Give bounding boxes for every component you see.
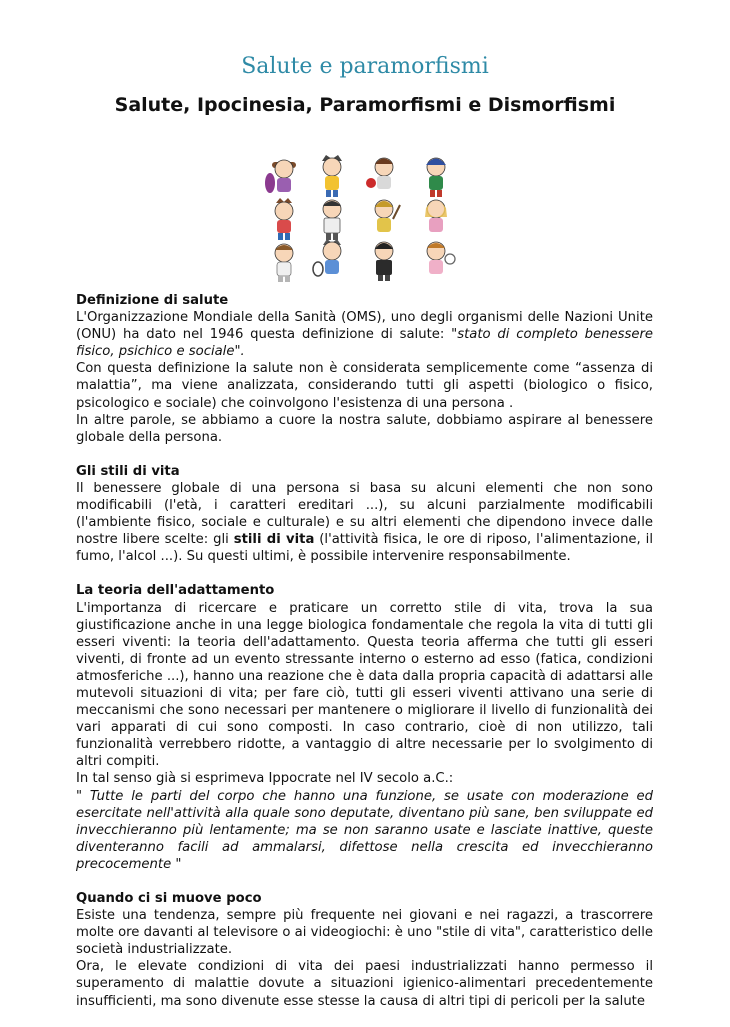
child-figure-12 (427, 242, 455, 274)
quote-text: "stato di completo benessere fisico, psichico e sociale". (76, 327, 653, 360)
child-figure-4 (426, 158, 446, 197)
document-body (76, 292, 653, 1027)
section-heading: La teoria dell'adattamento (76, 583, 275, 599)
section-definizione-salute (76, 292, 653, 446)
paragraph: In altre parole, se abbiamo a cuore la nostra salute, dobbiamo aspirare al benessere globale della persona. (76, 412, 653, 445)
paragraph-text: Il benessere globale di una persona si basa su alcuni elementi che non sono modificabili (l'età, i caratteri ereditari ...), su alcuni parzialmente modificabili (l'ambiente fisico, sociale e culturale) e su altri elementi che dipendono invece dalle nostre libere scelte: gli (76, 480, 653, 548)
section-teoria-adattamento (76, 582, 653, 873)
section-stili-di-vita (76, 463, 653, 566)
section-heading: Gli stili di vita (76, 463, 180, 479)
child-figure-3 (366, 158, 393, 189)
section-heading: Definizione di salute (76, 293, 229, 308)
paragraph-text: (l'attività fisica, le ore di riposo, l'alimentazione, il fumo, l'alcol ...). Su questi ultimi, è possibile intervenire responsabilmente. (76, 532, 653, 565)
quote-paragraph: " Tutte le parti del corpo che hanno una funzione, se usate con moderazione ed esercitate nell'attività alla quale sono deputate, diventano più sane, ben sviluppate ed invecchieranno più lentamente; ma se non saranno usate e lasciate inattive, queste diventeranno facili ad ammalarsi, difettose nella crescita ed invecchieranno precocemente " (76, 788, 653, 872)
child-figure-5 (275, 198, 293, 240)
child-figure-2 (322, 155, 342, 197)
child-figure-6 (323, 200, 341, 240)
child-figure-10 (313, 239, 341, 276)
child-figure-1 (265, 160, 296, 193)
bold-term: stili di vita (233, 532, 315, 548)
paragraph: Con questa definizione la salute non è considerata semplicemente come “assenza di malattia”, ma viene analizzata, considerando tutti gli aspetti (biologico o fisico, psicologico e sociale) che coinvolgono l'esistenza di una persona . (76, 361, 653, 411)
paragraph (76, 480, 653, 565)
paragraph-text: L'Organizzazione Mondiale della Sanità (OMS), uno degli organismi delle Nazioni Unite (ONU) ha dato nel 1946 questa definizione di salute: (76, 310, 653, 343)
section-ci-si-muove-poco (76, 890, 653, 1010)
child-figure-11 (375, 242, 393, 281)
child-figure-7 (375, 200, 400, 232)
paragraph: In tal senso già si esprimeva Ippocrate nel IV secolo a.C.: (76, 771, 454, 787)
paragraph: Ora, le elevate condizioni di vita dei paesi industrializzati hanno permesso il superamento di malattie dovute a situazioni igienico-alimentari precedentemente insufficienti, ma sono divenute esse stesse la causa di altri tipi di pericoli per la salute (76, 959, 653, 1009)
paragraph: L'importanza di ricercare e praticare un corretto stile di vita, trova la sua giustificazione anche in una legge biologica fondamentale che regola la vita di tutti gli esseri viventi: la teoria dell'adattamento. Questa teoria afferma che tutti gli esseri viventi, di fronte ad un evento stressante interno o esterno ad esso (fatica, condizioni atmosferiche ...), hanno una reazione che è data dalla propria capacità di adattarsi alle mutevoli situazioni di vita; per fare ciò, tutti gli esseri viventi attivano una serie di meccanismi che sono necessari per mantenere o migliorare il livello di funzionalità dei vari apparati di cui sono composti. In caso contrario, cioè di non utilizzo, tali funzionalità verrebbero ridotte, a vantaggio di altre necessarie per lo svolgimento di altri compiti. (76, 600, 653, 770)
header-title: Salute e paramorfismi (241, 54, 489, 79)
child-figure-9 (275, 244, 293, 282)
paragraph: Esiste una tendenza, sempre più frequente nei giovani e nei ragazzi, a trascorrere molte ore davanti al televisore o ai videogiochi: è uno "stile di vita", caratteristico delle società industrializzate. (76, 908, 653, 958)
children-figures-illustration (262, 147, 472, 282)
section-heading: Quando ci si muove poco (76, 891, 262, 906)
child-figure-8 (425, 200, 447, 232)
paragraph (76, 309, 653, 360)
page-title: Salute, Ipocinesia, Paramorfismi e Dismorfismi (114, 94, 616, 116)
